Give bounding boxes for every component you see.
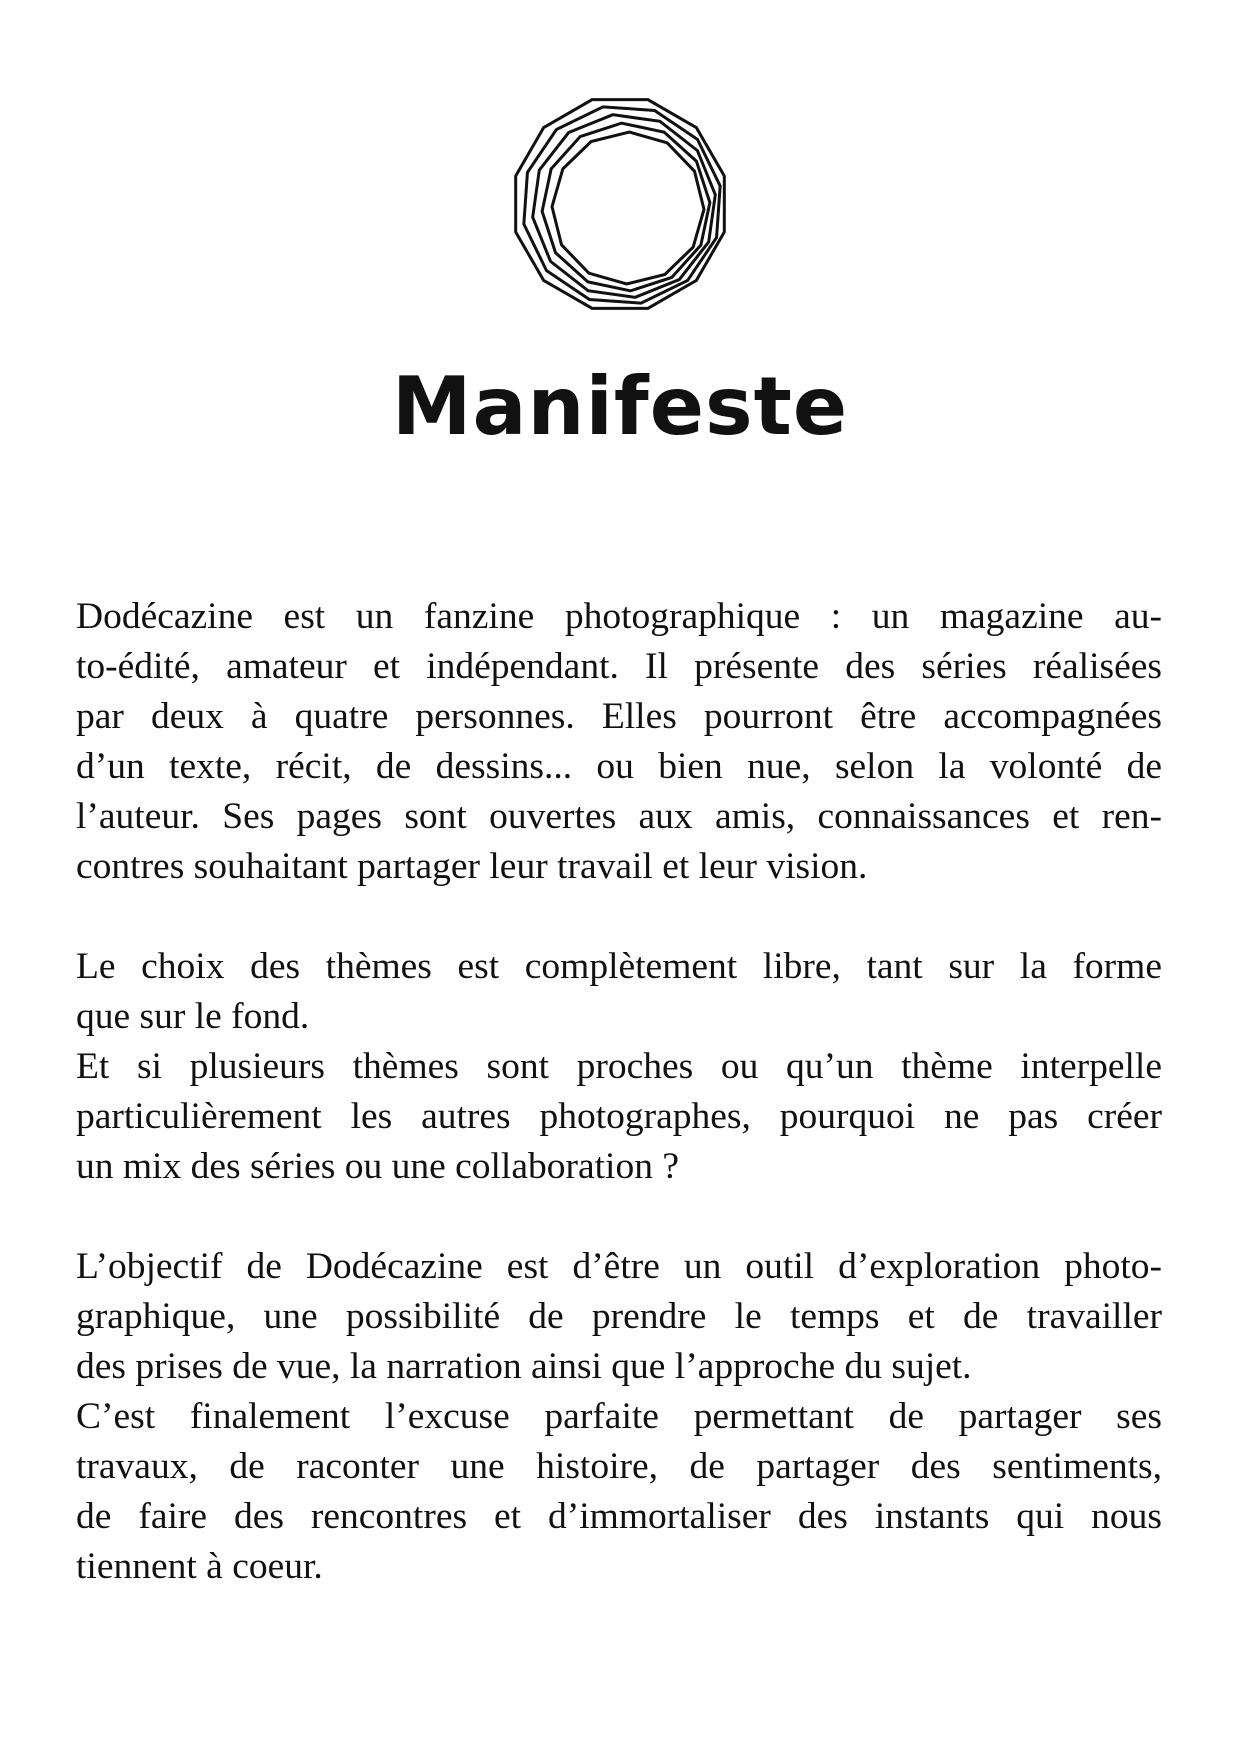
text-line: C’est finalement l’excuse parfaite permettant de partager ses <box>76 1396 1162 1437</box>
text-line: de faire des rencontres et d’immortaliser des instants qui nous <box>76 1496 1162 1537</box>
logo-ring-4 <box>552 132 704 284</box>
paragraph-themes <box>76 942 1162 1192</box>
text-line: Dodécazine est un fanzine photographique : un magazine au- <box>76 596 1162 637</box>
text-line: des prises de vue, la narration ainsi que l’approche du sujet. <box>76 1346 972 1387</box>
text-line: Le choix des thèmes est complètement libre, tant sur la forme <box>76 946 1162 987</box>
text-line: to-édité, amateur et indépendant. Il présente des séries réalisées <box>76 646 1162 687</box>
text-line: contres souhaitant partager leur travail et leur vision. <box>76 846 868 887</box>
text-line: par deux à quatre personnes. Elles pourront être accompagnées <box>76 696 1162 737</box>
text-line: d’un texte, récit, de dessins... ou bien nue, selon la volonté de <box>76 746 1162 787</box>
dodecagon-spiral-logo-icon <box>508 92 732 316</box>
text-line: L’objectif de Dodécazine est d’être un outil d’exploration photo- <box>76 1246 1162 1287</box>
logo-ring-0 <box>516 100 725 309</box>
text-line: particulièrement les autres photographes, pourquoi ne pas créer <box>76 1096 1162 1137</box>
paragraph-intro <box>76 592 1162 892</box>
text-line: travaux, de raconter une histoire, de partager des sentiments, <box>76 1446 1162 1487</box>
text-line: l’auteur. Ses pages sont ouvertes aux amis, connaissances et ren- <box>76 796 1162 837</box>
paragraph-objective <box>76 1242 1162 1592</box>
text-line: graphique, une possibilité de prendre le temps et de travailler <box>76 1296 1162 1337</box>
text-line: que sur le fond. <box>76 996 310 1037</box>
text-line: tiennent à coeur. <box>76 1546 323 1587</box>
logo-ring-3 <box>542 123 710 291</box>
manifesto-body <box>76 592 1162 1592</box>
text-line: Et si plusieurs thèmes sont proches ou qu’un thème interpelle <box>76 1046 1162 1087</box>
logo-ring-2 <box>533 115 716 298</box>
page-title: Manifeste <box>391 360 849 453</box>
text-line: un mix des séries ou une collaboration ? <box>76 1146 679 1187</box>
